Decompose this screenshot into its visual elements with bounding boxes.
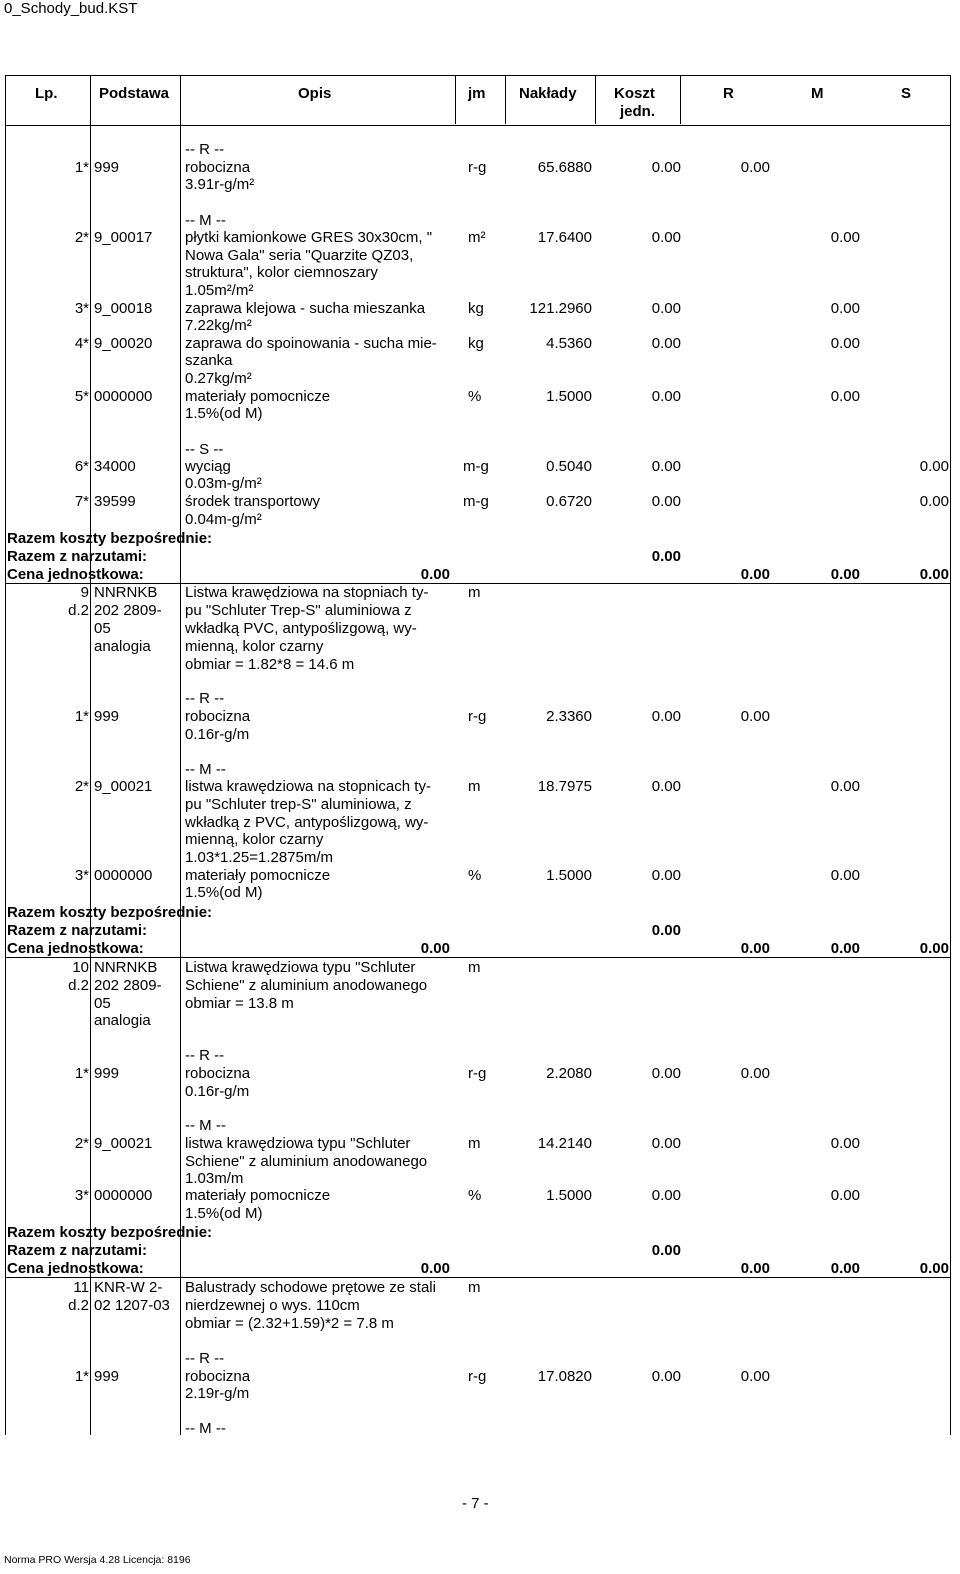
description: materiały pomocnicze — [185, 867, 331, 884]
value-m: 0.00 — [830, 335, 860, 352]
lp: 2* — [74, 1135, 89, 1152]
value-m: 0.00 — [830, 1187, 860, 1204]
norm: 1.5%(od M) — [185, 1205, 263, 1222]
lp: 3* — [74, 1187, 89, 1204]
position-description: wkładką PVC, antypoślizgową, wy- — [185, 620, 417, 637]
divider — [950, 75, 951, 124]
unit-price-s: 0.00 — [919, 566, 949, 583]
quantity: 1.5000 — [546, 867, 592, 884]
description: materiały pomocnicze — [185, 1187, 331, 1204]
unit-cost: 0.00 — [651, 159, 681, 176]
total-direct-label: Razem koszty bezpośrednie: — [7, 904, 213, 921]
divider — [680, 75, 681, 124]
code: 9_00020 — [94, 335, 153, 352]
norm: 0.03m-g/m² — [185, 475, 262, 492]
quantity: 2.2080 — [546, 1065, 592, 1082]
unit-cost: 0.00 — [651, 335, 681, 352]
unit-price-m: 0.00 — [830, 566, 860, 583]
unit: m² — [468, 229, 486, 246]
description: pu "Schluter trep-S" aluminiowa, z — [185, 796, 412, 813]
code: 999 — [94, 1065, 120, 1082]
basis-code: NNRNKB — [94, 959, 158, 976]
file-name: 0_Schody_bud.KST — [4, 0, 138, 17]
unit: % — [468, 1187, 482, 1204]
position-number: 10 — [72, 959, 89, 976]
unit-price-r: 0.00 — [740, 940, 770, 957]
divider — [5, 1277, 951, 1278]
section-r: -- R -- — [185, 141, 225, 158]
quantity: 0.6720 — [546, 493, 592, 510]
header-opis: Opis — [298, 85, 332, 102]
position-sub: d.2 — [68, 602, 89, 619]
lp: 1* — [74, 708, 89, 725]
total-markup-value: 0.00 — [651, 1242, 681, 1259]
unit: m — [468, 584, 481, 601]
basis-code: 05 — [94, 995, 111, 1012]
total-direct-label: Razem koszty bezpośrednie: — [7, 530, 213, 547]
value-m: 0.00 — [830, 229, 860, 246]
norm: 0.04m-g/m² — [185, 511, 262, 528]
obmiar: obmiar = 13.8 m — [185, 995, 294, 1012]
divider — [595, 75, 596, 124]
unit-cost: 0.00 — [651, 1065, 681, 1082]
header-s: S — [901, 85, 912, 102]
basis-code: analogia — [94, 1012, 151, 1029]
divider — [5, 75, 6, 124]
position-description: Listwa krawędziowa na stopniach ty- — [185, 584, 429, 601]
section-r: -- R -- — [185, 690, 225, 707]
norm: 3.91r-g/m² — [185, 176, 255, 193]
basis-code: 202 2809- — [94, 602, 162, 619]
norm: 1.03*1.25=1.2875m/m — [185, 849, 334, 866]
value-r: 0.00 — [740, 1065, 770, 1082]
lp: 2* — [74, 778, 89, 795]
lp: 6* — [74, 458, 89, 475]
unit-cost: 0.00 — [651, 229, 681, 246]
divider — [505, 75, 506, 124]
code: 0000000 — [94, 388, 153, 405]
section-m: -- M -- — [185, 1117, 226, 1134]
code: 999 — [94, 708, 120, 725]
description: mienną, kolor czarny — [185, 831, 324, 848]
unit: r-g — [468, 1368, 487, 1385]
value-m: 0.00 — [830, 388, 860, 405]
code: 9_00018 — [94, 300, 153, 317]
code: 999 — [94, 159, 120, 176]
total-markup-value: 0.00 — [651, 548, 681, 565]
unit: % — [468, 388, 482, 405]
section-m: -- M -- — [185, 212, 226, 229]
unit: r-g — [468, 708, 487, 725]
unit-cost: 0.00 — [651, 778, 681, 795]
total-markup-label: Razem z narzutami: — [7, 548, 148, 565]
obmiar: obmiar = (2.32+1.59)*2 = 7.8 m — [185, 1315, 394, 1332]
quantity: 0.5040 — [546, 458, 592, 475]
description: zaprawa do spoinowania - sucha mie- — [185, 335, 437, 352]
code: 0000000 — [94, 1187, 153, 1204]
unit-cost: 0.00 — [651, 867, 681, 884]
header-r: R — [723, 85, 734, 102]
obmiar: obmiar = 1.82*8 = 14.6 m — [185, 656, 355, 673]
description: robocizna — [185, 159, 251, 176]
unit-cost: 0.00 — [651, 1135, 681, 1152]
divider — [180, 75, 181, 124]
quantity: 65.6880 — [537, 159, 592, 176]
quantity: 14.2140 — [537, 1135, 592, 1152]
total-direct-label: Razem koszty bezpośrednie: — [7, 1224, 213, 1241]
basis-code: 202 2809- — [94, 977, 162, 994]
position-description: mienną, kolor czarny — [185, 638, 324, 655]
lp: 2* — [74, 229, 89, 246]
basis-code: KNR-W 2- — [94, 1279, 163, 1296]
quantity: 17.0820 — [537, 1368, 592, 1385]
unit-price-m: 0.00 — [830, 940, 860, 957]
divider — [950, 124, 951, 1435]
header-koszt: Koszt — [614, 85, 655, 102]
value-r: 0.00 — [740, 159, 770, 176]
value-m: 0.00 — [830, 867, 860, 884]
position-description: nierdzewnej o wys. 110cm — [185, 1297, 360, 1314]
unit: kg — [468, 335, 484, 352]
divider — [5, 957, 951, 958]
unit-price-s: 0.00 — [919, 1260, 949, 1277]
lp: 1* — [74, 1065, 89, 1082]
description: płytki kamionkowe GRES 30x30cm, " — [185, 229, 433, 246]
lp: 5* — [74, 388, 89, 405]
position-sub: d.2 — [68, 977, 89, 994]
header-m: M — [811, 85, 824, 102]
unit: m — [468, 1135, 481, 1152]
unit-price-s: 0.00 — [919, 940, 949, 957]
lp: 1* — [74, 159, 89, 176]
lp: 4* — [74, 335, 89, 352]
description: struktura", kolor ciemnoszary — [185, 264, 378, 281]
section-m: -- M -- — [185, 1420, 226, 1437]
section-r: -- R -- — [185, 1350, 225, 1367]
value-s: 0.00 — [919, 493, 949, 510]
norm: 1.5%(od M) — [185, 405, 263, 422]
unit-cost: 0.00 — [651, 388, 681, 405]
unit: m — [468, 959, 481, 976]
position-description: Schiene" z aluminium anodowanego — [185, 977, 428, 994]
code: 0000000 — [94, 867, 153, 884]
description: szanka — [185, 352, 233, 369]
section-m: -- M -- — [185, 761, 226, 778]
unit-price-label: Cena jednostkowa: — [7, 566, 144, 583]
total-markup-value: 0.00 — [651, 922, 681, 939]
unit-price-label: Cena jednostkowa: — [7, 1260, 144, 1277]
header-lp: Lp. — [35, 85, 58, 102]
position-number: 9 — [80, 584, 89, 601]
norm: 7.22kg/m² — [185, 317, 252, 334]
header-jedn: jedn. — [620, 103, 656, 120]
unit: r-g — [468, 1065, 487, 1082]
unit-cost: 0.00 — [651, 1187, 681, 1204]
quantity: 1.5000 — [546, 388, 592, 405]
unit: m-g — [463, 493, 489, 510]
divider — [90, 75, 91, 124]
norm: 1.5%(od M) — [185, 884, 263, 901]
unit-cost: 0.00 — [651, 708, 681, 725]
unit: m — [468, 778, 481, 795]
unit-price-m: 0.00 — [830, 1260, 860, 1277]
value-r: 0.00 — [740, 708, 770, 725]
unit-cost: 0.00 — [651, 493, 681, 510]
unit-price-value: 0.00 — [420, 1260, 450, 1277]
header-naklady: Nakłady — [519, 85, 577, 102]
header-jm: jm — [468, 85, 486, 102]
basis-code: 02 1207-03 — [94, 1297, 170, 1314]
position-description: pu "Schluter Trep-S" aluminiowa z — [185, 602, 412, 619]
divider — [455, 75, 456, 124]
code: 9_00017 — [94, 229, 153, 246]
unit: r-g — [468, 159, 487, 176]
description: listwa krawędziowa typu "Schluter — [185, 1135, 411, 1152]
unit: m-g — [463, 458, 489, 475]
unit: m — [468, 1279, 481, 1296]
page-number: - 7 - — [462, 1495, 489, 1512]
description: środek transportowy — [185, 493, 321, 510]
quantity: 121.2960 — [529, 300, 592, 317]
norm: 0.16r-g/m — [185, 1083, 250, 1100]
total-markup-label: Razem z narzutami: — [7, 922, 148, 939]
value-s: 0.00 — [919, 458, 949, 475]
basis-code: 05 — [94, 620, 111, 637]
footer-version: Norma PRO Wersja 4.28 Licencja: 8196 — [4, 1554, 191, 1566]
lp: 7* — [74, 493, 89, 510]
lp: 1* — [74, 1368, 89, 1385]
description: zaprawa klejowa - sucha mieszanka — [185, 300, 426, 317]
unit-cost: 0.00 — [651, 458, 681, 475]
position-description: Listwa krawędziowa typu "Schluter — [185, 959, 416, 976]
value-m: 0.00 — [830, 1135, 860, 1152]
total-markup-label: Razem z narzutami: — [7, 1242, 148, 1259]
norm: 1.03m/m — [185, 1170, 244, 1187]
code: 9_00021 — [94, 778, 153, 795]
lp: 3* — [74, 300, 89, 317]
unit-price-value: 0.00 — [420, 940, 450, 957]
section-r: -- R -- — [185, 1047, 225, 1064]
code: 999 — [94, 1368, 120, 1385]
divider — [5, 124, 6, 1435]
value-m: 0.00 — [830, 300, 860, 317]
header-podstawa: Podstawa — [99, 85, 170, 102]
quantity: 4.5360 — [546, 335, 592, 352]
basis-code: NNRNKB — [94, 584, 158, 601]
quantity: 17.6400 — [537, 229, 592, 246]
description: Schiene" z aluminium anodowanego — [185, 1153, 428, 1170]
description: robocizna — [185, 1065, 251, 1082]
basis-code: analogia — [94, 638, 151, 655]
position-sub: d.2 — [68, 1297, 89, 1314]
description: robocizna — [185, 708, 251, 725]
position-description: Balustrady schodowe prętowe ze stali — [185, 1279, 436, 1296]
lp: 3* — [74, 867, 89, 884]
quantity: 18.7975 — [537, 778, 592, 795]
description: wkładką z PVC, antypoślizgową, wy- — [185, 814, 429, 831]
value-r: 0.00 — [740, 1368, 770, 1385]
unit: % — [468, 867, 482, 884]
unit-price-r: 0.00 — [740, 1260, 770, 1277]
quantity: 2.3360 — [546, 708, 592, 725]
unit-cost: 0.00 — [651, 300, 681, 317]
unit-price-label: Cena jednostkowa: — [7, 940, 144, 957]
norm: 2.19r-g/m — [185, 1385, 250, 1402]
unit-price-value: 0.00 — [420, 566, 450, 583]
description: robocizna — [185, 1368, 251, 1385]
description: listwa krawędziowa na stopnicach ty- — [185, 778, 431, 795]
description: Nowa Gala" seria "Quarzite QZ03, — [185, 247, 414, 264]
description: materiały pomocnicze — [185, 388, 331, 405]
unit-cost: 0.00 — [651, 1368, 681, 1385]
code: 34000 — [94, 458, 136, 475]
unit: kg — [468, 300, 484, 317]
section-s: -- S -- — [185, 441, 224, 458]
norm: 0.27kg/m² — [185, 370, 252, 387]
value-m: 0.00 — [830, 778, 860, 795]
code: 9_00021 — [94, 1135, 153, 1152]
unit-price-r: 0.00 — [740, 566, 770, 583]
code: 39599 — [94, 493, 136, 510]
position-number: 11 — [73, 1279, 89, 1296]
quantity: 1.5000 — [546, 1187, 592, 1204]
norm: 1.05m²/m² — [185, 282, 254, 299]
norm: 0.16r-g/m — [185, 726, 250, 743]
description: wyciąg — [185, 458, 231, 475]
